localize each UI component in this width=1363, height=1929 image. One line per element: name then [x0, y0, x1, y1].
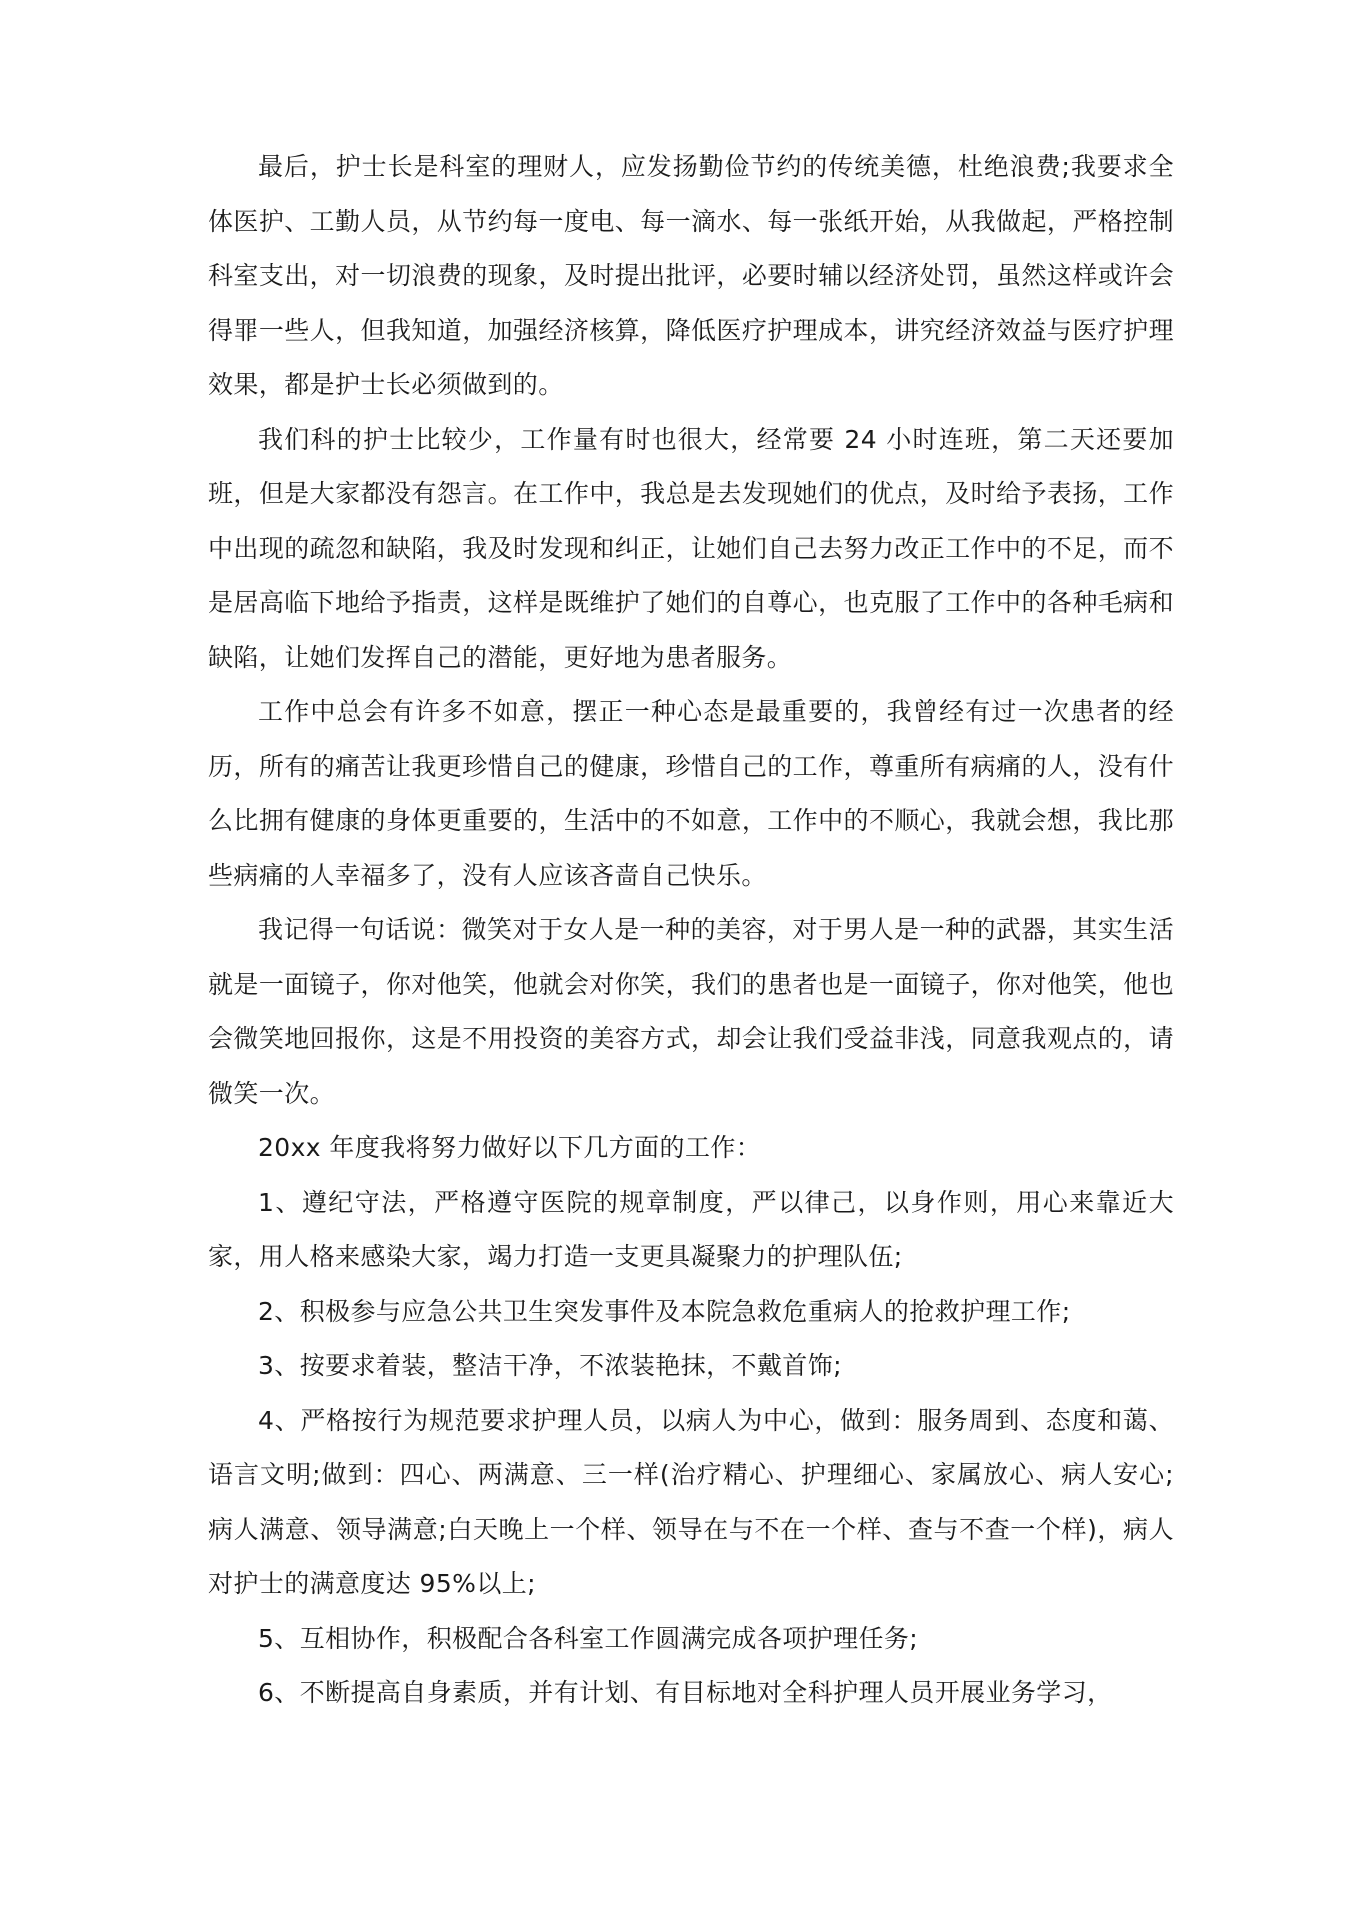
paragraph-plan-intro: 20xx 年度我将努力做好以下几方面的工作：: [258, 1133, 762, 1162]
paragraph-smile: 我记得一句话说：微笑对于女人是一种的美容，对于男人是一种的武器，其实生活就是一面镜子，你对他笑，他就会对你笑，我们的患者也是一面镜子，你对他笑，他也会微笑地回报你，这是不用投资的美容方式，却会让我们受益非浅，同意我观点的，请微笑一次。: [208, 915, 1174, 1108]
list-item-5: 5、互相协作，积极配合各科室工作圆满完成各项护理任务;: [258, 1623, 919, 1653]
paragraph-thrift: 最后，护士长是科室的理财人，应发扬勤俭节约的传统美德，杜绝浪费;我要求全体医护、工勤人员，从节约每一度电、每一滴水、每一张纸开始，从我做起，严格控制科室支出，对一切浪费的现象，及时提出批评，必要时辅以经济处罚，虽然这样或许会得罪一些人，但我知道，加强经济核算，降低医疗护理成本，讲究经济效益与医疗护理效果，都是护士长必须做到的。: [208, 152, 1174, 399]
document-body: [208, 140, 1174, 1721]
paragraph-attitude: 工作中总会有许多不如意，摆正一种心态是最重要的，我曾经有过一次患者的经历，所有的痛苦让我更珍惜自己的健康，珍惜自己的工作，尊重所有病痛的人，没有什么比拥有健康的身体更重要的，生活中的不如意，工作中的不顺心，我就会想，我比那些病痛的人幸福多了，没有人应该吝啬自己快乐。: [208, 697, 1174, 890]
list-item-4: 4、严格按行为规范要求护理人员，以病人为中心，做到：服务周到、态度和蔼、语言文明;做到：四心、两满意、三一样(治疗精心、护理细心、家属放心、病人安心;病人满意、领导满意;白天晚上一个样、领导在与不在一个样、查与不查一个样)，病人对护士的满意度达 95%以上;: [208, 1405, 1174, 1598]
paragraph-nurses: 我们科的护士比较少，工作量有时也很大，经常要 24 小时连班，第二天还要加班，但是大家都没有怨言。在工作中，我总是去发现她们的优点，及时给予表扬，工作中出现的疏忽和缺陷，我及时发现和纠正，让她们自己去努力改正工作中的不足，而不是居高临下地给予指责，这样是既维护了她们的自尊心，也克服了工作中的各种毛病和缺陷，让她们发挥自己的潜能，更好地为患者服务。: [208, 424, 1174, 672]
list-item-3: 3、按要求着装，整洁干净，不浓装艳抹，不戴首饰;: [258, 1351, 842, 1380]
list-item-1: 1、遵纪守法，严格遵守医院的规章制度，严以律己，以身作则，用心来靠近大家，用人格来感染大家，竭力打造一支更具凝聚力的护理队伍;: [208, 1187, 1174, 1271]
list-item-2: 2、积极参与应急公共卫生突发事件及本院急救危重病人的抢救护理工作;: [258, 1296, 1071, 1326]
list-item-6: 6、不断提高自身素质，并有计划、有目标地对全科护理人员开展业务学习，: [258, 1678, 1113, 1707]
